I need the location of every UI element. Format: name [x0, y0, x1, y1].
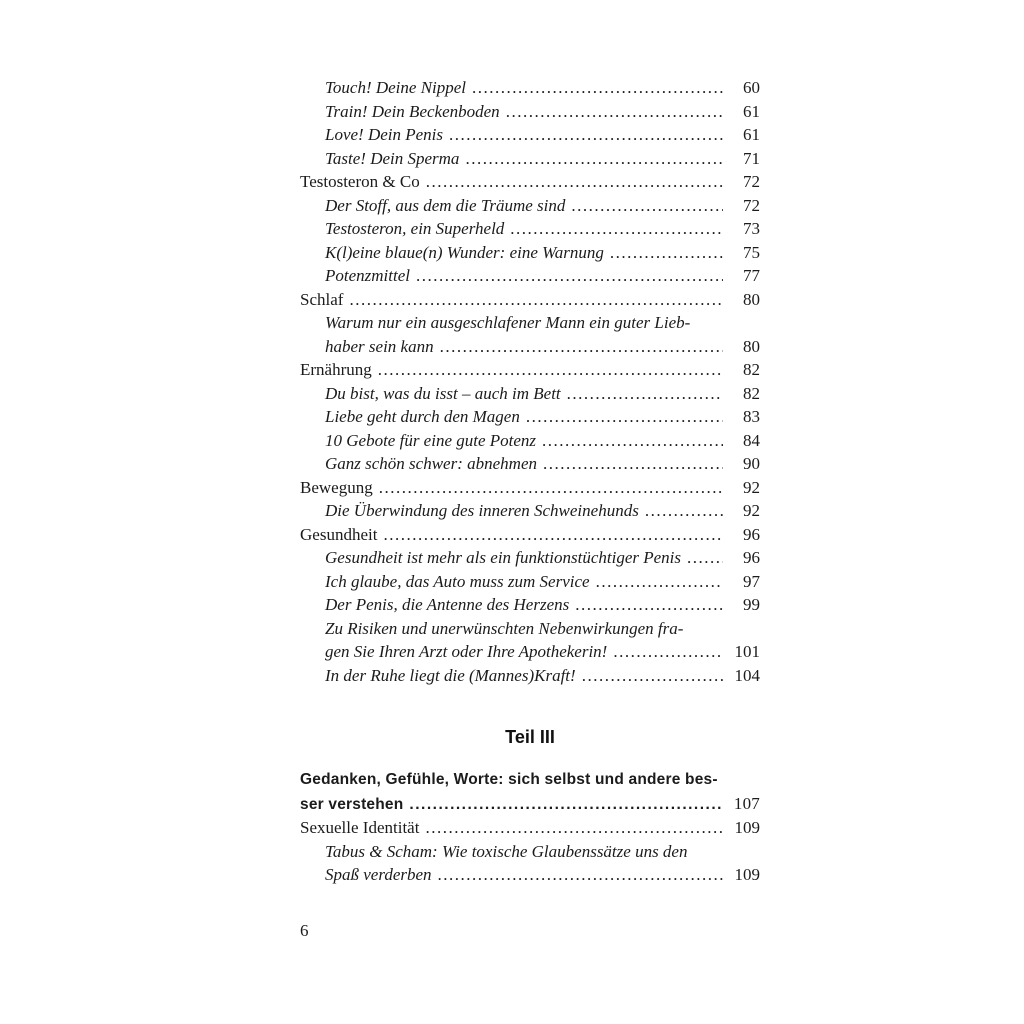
toc-entry-line: [300, 816, 760, 840]
toc-entry-line: [325, 499, 760, 523]
toc-entry-page: 109: [734, 865, 760, 884]
toc-entry-line: [325, 194, 760, 218]
toc-entry: [300, 194, 760, 218]
dot-leader: [506, 100, 723, 124]
toc-entry-line: [325, 546, 760, 570]
toc-entry-line: [300, 792, 760, 817]
dot-leader: [575, 593, 723, 617]
dot-leader: [543, 452, 723, 476]
toc-entry-page: 61: [743, 101, 760, 121]
toc-entry-wrap-line: Gedanken, Gefühle, Worte: sich selbst und andere bes-: [300, 771, 718, 788]
toc-entry-page: 73: [743, 219, 760, 238]
toc-entry-page: 83: [743, 407, 760, 426]
section-heading: Teil III: [505, 727, 555, 747]
toc-entry-page: 77: [743, 266, 760, 285]
dot-leader: [465, 147, 723, 171]
dot-leader: [349, 288, 723, 312]
toc-entry-page: 107: [733, 793, 760, 813]
toc-entry: [300, 311, 760, 358]
toc-entry-line: [325, 429, 760, 453]
toc-entry: [300, 429, 760, 453]
toc-entry-line: [325, 405, 760, 429]
toc-entry-title: Gesundheit: [300, 524, 378, 544]
toc-section-2: [300, 768, 760, 887]
toc-entry: [300, 816, 760, 840]
toc-entry-line: [325, 570, 760, 594]
toc-entry: [300, 570, 760, 594]
toc-entry: [300, 523, 760, 547]
toc-entry-line: [325, 147, 760, 171]
toc-entry-page: 92: [743, 501, 760, 520]
toc-entry-line: [325, 100, 760, 124]
toc-entry-title: Ganz schön schwer: abnehmen: [325, 454, 537, 473]
toc-entry-line: [325, 640, 760, 664]
toc-entry-page: 92: [743, 477, 760, 497]
toc-entry: [300, 476, 760, 500]
toc-entry-title: Liebe geht durch den Magen: [325, 407, 520, 426]
toc-entry-line: [325, 264, 760, 288]
dot-leader: [645, 499, 723, 523]
toc-entry-page: 80: [743, 289, 760, 309]
dot-leader: [582, 664, 723, 688]
toc-entry: [300, 840, 760, 887]
toc-entry-page: 75: [743, 242, 760, 262]
toc-entry: [300, 617, 760, 664]
dot-leader: [409, 793, 723, 817]
toc-entry-title: Der Stoff, aus dem die Träume sind: [325, 195, 566, 215]
toc-entry: [300, 288, 760, 312]
toc-entry-page: 101: [734, 642, 760, 661]
toc-entry-page: 80: [743, 336, 760, 356]
dot-leader: [416, 264, 723, 288]
toc-entry: [300, 382, 760, 406]
dot-leader: [610, 241, 723, 265]
toc-entry-title: Bewegung: [300, 477, 373, 497]
toc-entry-line: [300, 170, 760, 194]
toc-entry-title: Potenzmittel: [325, 266, 410, 285]
toc-entry-line: [300, 288, 760, 312]
toc-entry-title: In der Ruhe liegt die (Mannes)Kraft!: [325, 665, 576, 685]
page-number: 6: [300, 921, 309, 940]
toc-entry-line: [325, 241, 760, 265]
toc-entry: [300, 217, 760, 241]
toc-entry-title: ser verstehen: [300, 795, 404, 813]
toc-entry-title: Ernährung: [300, 360, 372, 379]
toc-entry-title: Love! Dein Penis: [325, 125, 444, 144]
toc-entry: [300, 358, 760, 382]
toc-entry-page: 61: [743, 125, 760, 144]
toc-entry-page: 99: [743, 595, 760, 614]
toc-entry-title: Touch! Deine Nippel: [325, 78, 467, 97]
toc-entry-title: gen Sie Ihren Arzt oder Ihre Apothekerin!: [325, 642, 608, 661]
dot-leader: [379, 476, 723, 500]
toc-entry-line: [325, 217, 760, 241]
dot-leader: [542, 429, 723, 453]
dot-leader: [449, 123, 723, 147]
toc-entry-line: [325, 593, 760, 617]
toc-entry-wrap-line: Tabus & Scham: Wie toxische Glaubenssätze uns den: [325, 841, 688, 861]
dot-leader: [596, 570, 723, 594]
dot-leader: [567, 382, 723, 406]
toc-entry-page: 82: [743, 383, 760, 403]
dot-leader: [383, 523, 723, 547]
toc-entry-wrap-line: Zu Risiken und unerwünschten Nebenwirkungen fra-: [325, 618, 684, 638]
dot-leader: [571, 194, 723, 218]
toc-content: [300, 76, 760, 887]
toc-entry: [300, 593, 760, 617]
toc-entry-page: 96: [743, 548, 760, 567]
dot-leader: [438, 863, 723, 887]
toc-entry: [300, 123, 760, 147]
toc-entry: [300, 664, 760, 688]
toc-entry-page: 72: [743, 195, 760, 215]
dot-leader: [425, 816, 723, 840]
toc-entry-title: Testosteron & Co: [300, 172, 420, 191]
toc-entry-title: Schlaf: [300, 289, 344, 309]
toc-entry-line: [325, 452, 760, 476]
toc-entry-title: Die Überwindung des inneren Schweinehunds: [325, 501, 639, 520]
toc-entry: [300, 264, 760, 288]
toc-entry-title: Du bist, was du isst – auch im Bett: [325, 383, 561, 403]
dot-leader: [526, 405, 723, 429]
toc-entry-title: 10 Gebote für eine gute Potenz: [325, 430, 537, 450]
toc-entry-title: Ich glaube, das Auto muss zum Service: [325, 571, 590, 591]
dot-leader: [687, 546, 723, 570]
toc-entry-title: Train! Dein Beckenboden: [325, 101, 500, 121]
toc-entry-page: 71: [743, 148, 760, 168]
toc-entry: [300, 499, 760, 523]
toc-entry-title: Testosteron, ein Superheld: [325, 219, 505, 238]
toc-entry: [300, 768, 760, 816]
dot-leader: [378, 358, 723, 382]
toc-entry-title: Der Penis, die Antenne des Herzens: [325, 595, 570, 614]
toc-entry-line: [325, 382, 760, 406]
dot-leader: [426, 170, 723, 194]
toc-entry: [300, 100, 760, 124]
toc-entry-line: [300, 523, 760, 547]
toc-entry: [300, 76, 760, 100]
toc-entry-page: 60: [743, 78, 760, 97]
toc-entry-line: [300, 358, 760, 382]
toc-entry: [300, 241, 760, 265]
toc-entry-wrap-line: Warum nur ein ausgeschlafener Mann ein guter Lieb-: [325, 313, 691, 332]
toc-entry: [300, 170, 760, 194]
toc-entry-line: [325, 76, 760, 100]
toc-entry-page: 109: [734, 818, 760, 837]
toc-entry: [300, 452, 760, 476]
toc-entry: [300, 147, 760, 171]
toc-entry: [300, 546, 760, 570]
toc-entry-page: 97: [743, 571, 760, 591]
toc-entry-title: Gesundheit ist mehr als ein funktionstüchtiger Penis: [325, 548, 682, 567]
toc-entry-page: 82: [743, 360, 760, 379]
toc-entry-page: 72: [743, 172, 760, 191]
toc-entry-line: [325, 664, 760, 688]
toc-entry-title: Sexuelle Identität: [300, 818, 420, 837]
toc-entry-page: 96: [743, 524, 760, 544]
toc-entry-page: 90: [743, 454, 760, 473]
toc-entry-page: 84: [743, 430, 760, 450]
toc-entry-line: [325, 335, 760, 359]
toc-entry-line: [325, 123, 760, 147]
toc-entry-title: Spaß verderben: [325, 865, 432, 884]
dot-leader: [472, 76, 723, 100]
toc-entry-line: [325, 863, 760, 887]
dot-leader: [510, 217, 723, 241]
dot-leader: [440, 335, 723, 359]
toc-entry-title: haber sein kann: [325, 336, 434, 356]
dot-leader: [613, 640, 723, 664]
toc-entry-line: [300, 476, 760, 500]
toc-section-1: [300, 76, 760, 687]
toc-entry-title: Taste! Dein Sperma: [325, 148, 460, 168]
toc-entry-title: K(l)eine blaue(n) Wunder: eine Warnung: [325, 242, 604, 262]
toc-entry-page: 104: [734, 665, 760, 685]
toc-entry: [300, 405, 760, 429]
